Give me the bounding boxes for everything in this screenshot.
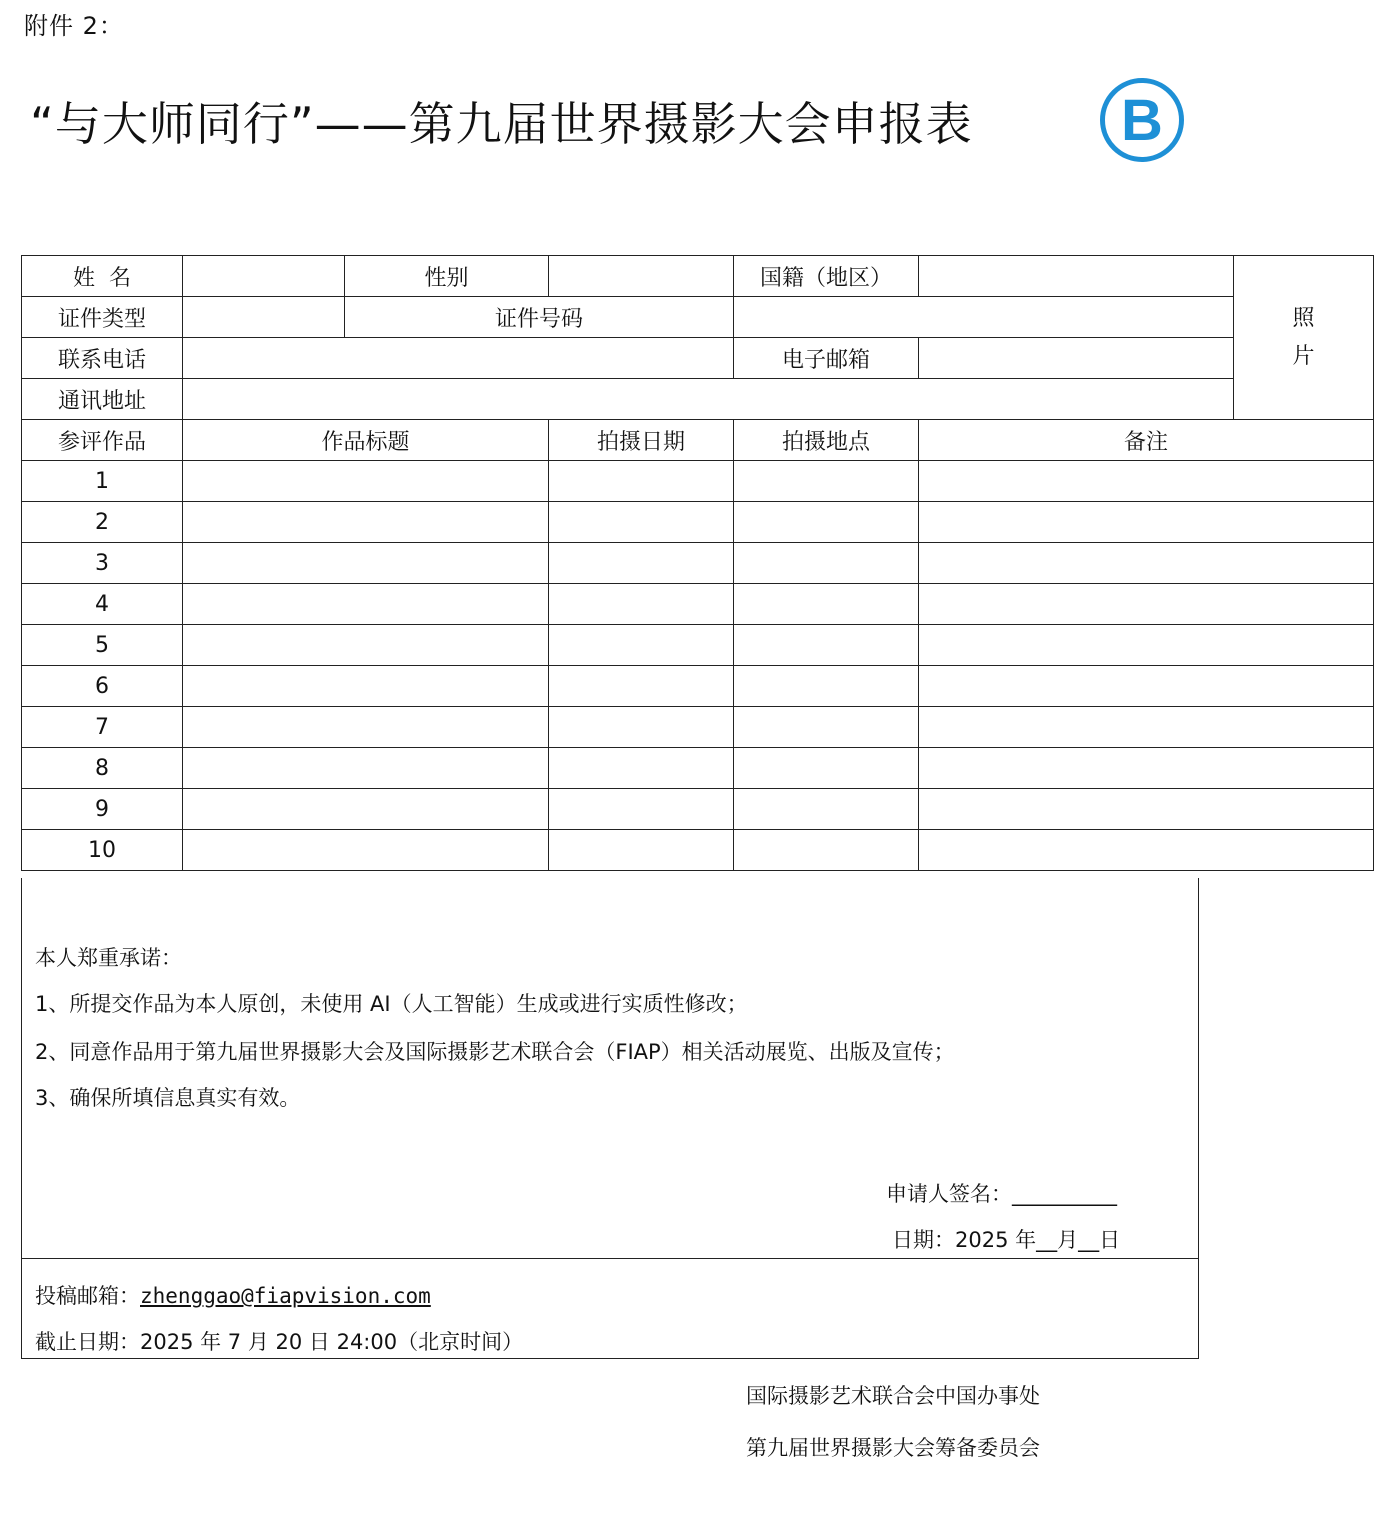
email-label: 投稿邮箱： [35,1284,140,1308]
work-notes-cell[interactable] [919,707,1374,748]
work-date-cell[interactable] [549,502,734,543]
works-header-location: 拍摄地点 [734,420,919,461]
work-notes-cell[interactable] [919,625,1374,666]
signature-line[interactable]: 申请人签名：__________ [886,1182,1117,1206]
table-row [22,830,1374,871]
work-title-cell[interactable] [183,502,549,543]
work-notes-cell[interactable] [919,748,1374,789]
id-number-field[interactable] [734,297,1234,338]
work-title-cell[interactable] [183,789,549,830]
row-number: 10 [22,830,183,871]
work-location-cell[interactable] [734,461,919,502]
nationality-field[interactable] [919,256,1234,297]
id-type-label: 证件类型 [22,297,183,338]
work-title-cell[interactable] [183,543,549,584]
table-row [22,625,1374,666]
organizer-1: 国际摄影艺术联合会中国办事处 [746,1384,1040,1408]
work-date-cell[interactable] [549,543,734,584]
gender-field[interactable] [549,256,734,297]
table-row [22,543,1374,584]
table-row [22,461,1374,502]
photo-label-1: 照 [1292,305,1315,331]
photo-label-2: 片 [1292,343,1315,369]
works-header-notes: 备注 [919,420,1374,461]
work-location-cell[interactable] [734,830,919,871]
phone-label: 联系电话 [22,338,183,379]
form-row-address [22,379,1374,420]
gender-label-text: 性别 [424,265,469,291]
email-label: 电子邮箱 [734,338,919,379]
row-number: 6 [22,666,183,707]
nationality-label: 国籍（地区） [734,256,919,297]
name-field[interactable] [183,256,345,297]
gender-label [345,256,549,297]
work-location-cell[interactable] [734,707,919,748]
table-row [22,707,1374,748]
pledge-heading: 本人郑重承诺： [35,946,182,970]
work-date-cell[interactable] [549,707,734,748]
work-title-cell[interactable] [183,584,549,625]
work-date-cell[interactable] [549,461,734,502]
work-location-cell[interactable] [734,502,919,543]
b-badge-icon: B [1100,78,1184,162]
work-date-cell[interactable] [549,830,734,871]
row-number: 1 [22,461,183,502]
work-location-cell[interactable] [734,625,919,666]
pledge-item-1: 1、所提交作品为本人原创，未使用 AI（人工智能）生成或进行实质性修改； [35,992,748,1016]
row-number: 9 [22,789,183,830]
work-notes-cell[interactable] [919,789,1374,830]
work-location-cell[interactable] [734,666,919,707]
pledge-item-3: 3、确保所填信息真实有效。 [35,1086,301,1110]
attachment-label: 附件 2： [24,12,124,40]
submission-section [21,1258,1199,1359]
row-number: 7 [22,707,183,748]
work-date-cell[interactable] [549,789,734,830]
work-title-cell[interactable] [183,461,549,502]
table-row [22,666,1374,707]
signature-date[interactable]: 日期：2025 年__月__日 [892,1228,1121,1252]
page-title: “与大师同行”——第九届世界摄影大会申报表 [30,97,973,151]
pledge-section [21,878,1199,1259]
form-row-id [22,297,1374,338]
work-location-cell[interactable] [734,748,919,789]
row-number: 4 [22,584,183,625]
work-title-cell[interactable] [183,625,549,666]
phone-field[interactable] [183,338,734,379]
row-number: 2 [22,502,183,543]
work-notes-cell[interactable] [919,502,1374,543]
work-notes-cell[interactable] [919,666,1374,707]
submission-email-line [35,1280,431,1310]
work-notes-cell[interactable] [919,543,1374,584]
form-row-name [22,256,1374,297]
work-notes-cell[interactable] [919,461,1374,502]
works-header-title: 作品标题 [183,420,549,461]
photo-box[interactable] [1234,256,1374,420]
work-date-cell[interactable] [549,625,734,666]
row-number: 5 [22,625,183,666]
table-row [22,584,1374,625]
email-field[interactable] [919,338,1234,379]
work-location-cell[interactable] [734,789,919,830]
work-title-cell[interactable] [183,748,549,789]
row-number: 8 [22,748,183,789]
deadline: 截止日期：2025 年 7 月 20 日 24:00（北京时间） [35,1330,524,1354]
works-header-entry: 参评作品 [22,420,183,461]
address-label: 通讯地址 [22,379,183,420]
table-row [22,502,1374,543]
work-location-cell[interactable] [734,543,919,584]
works-header-date: 拍摄日期 [549,420,734,461]
submission-email-link[interactable]: zhenggao@fiapvision.com [140,1284,431,1308]
id-type-field[interactable] [183,297,345,338]
work-location-cell[interactable] [734,584,919,625]
id-number-label: 证件号码 [345,297,734,338]
table-row [22,748,1374,789]
name-label: 姓 名 [22,256,183,297]
work-date-cell[interactable] [549,748,734,789]
work-title-cell[interactable] [183,830,549,871]
works-header-row [22,420,1374,461]
organizer-2: 第九届世界摄影大会筹备委员会 [746,1436,1040,1460]
work-notes-cell[interactable] [919,584,1374,625]
form-row-contact [22,338,1374,379]
work-title-cell[interactable] [183,666,549,707]
row-number: 3 [22,543,183,584]
work-date-cell[interactable] [549,666,734,707]
pledge-item-2: 2、同意作品用于第九届世界摄影大会及国际摄影艺术联合会（FIAP）相关活动展览、出版及宣传； [35,1040,955,1064]
work-date-cell[interactable] [549,584,734,625]
table-row [22,789,1374,830]
address-field[interactable] [183,379,1234,420]
application-form-table [21,255,1374,871]
work-notes-cell[interactable] [919,830,1374,871]
work-title-cell[interactable] [183,707,549,748]
